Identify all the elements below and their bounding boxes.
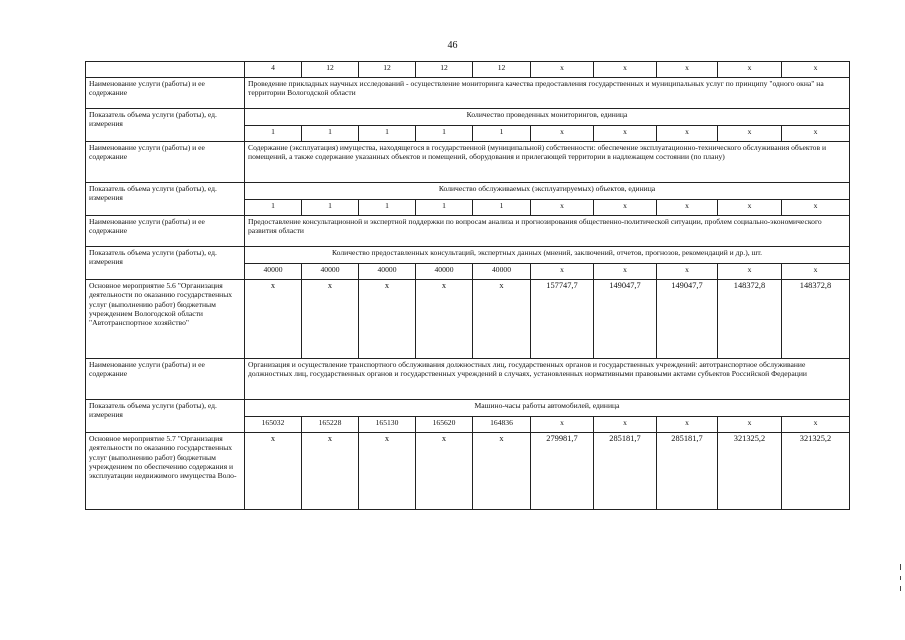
value-cell: 279981,7: [531, 433, 594, 510]
value-cell: 149047,7: [594, 280, 657, 359]
value-cell: х: [302, 280, 359, 359]
indicator-label: Показатель объема услуги (работы), ед. измерения: [86, 400, 245, 433]
indicator-label: Показатель объема услуги (работы), ед. измерения: [86, 109, 245, 142]
table-row: [86, 247, 850, 264]
scan-mark: [900, 586, 901, 591]
value-cell: 12: [416, 62, 473, 78]
value-cell: 12: [359, 62, 416, 78]
indicator-label: Показатель объема услуги (работы), ед. измерения: [86, 247, 245, 280]
value-cell: х: [657, 62, 718, 78]
table-row: [86, 400, 850, 417]
value-cell: х: [718, 200, 782, 216]
indicator-text: Машино-часы работы автомобилей, единица: [245, 400, 850, 417]
service-name-text: Организация и осуществление транспортного обслуживания должностных лиц, государственных органов и государственных учреждений: автотранспортное обслуживание должностных лиц, государственных органов и государственных учреждений в случаях, установленных нормативными правовыми актами субъектов Российской Федерации: [245, 359, 850, 400]
value-cell: 1: [302, 200, 359, 216]
value-cell: 321325,2: [782, 433, 850, 510]
value-cell: 4: [245, 62, 302, 78]
value-cell: х: [657, 417, 718, 433]
value-cell: х: [245, 280, 302, 359]
page-number: 46: [447, 40, 458, 51]
value-cell: 164836: [473, 417, 531, 433]
service-name-text: Содержание (эксплуатация) имущества, находящегося в государственной (муниципальной) собственности: обеспечение эксплуатационно-технического обслуживания объектов и помещений, а также содержание указанных объектов и помещений, оборудования и прилегающей территории в надлежащем состоянии (по плану): [245, 142, 850, 183]
value-cell: 40000: [473, 264, 531, 280]
value-cell: х: [657, 126, 718, 142]
indicator-text: Количество предоставленных консультаций, экспертных данных (мнений, заключений, отчетов, прогнозов, рекомендаций и др.), шт.: [245, 247, 850, 264]
value-cell: х: [782, 417, 850, 433]
table-row: [86, 433, 850, 510]
service-name-text: Проведение прикладных научных исследований - осуществление мониторинга качества предоставления государственных и муниципальных услуг по принципу "одного окна" на территории Вологодской области: [245, 78, 850, 109]
value-cell: х: [359, 280, 416, 359]
value-cell: х: [302, 433, 359, 510]
label-cell-empty: [86, 62, 245, 78]
table-row: [86, 78, 850, 109]
value-cell: х: [531, 126, 594, 142]
value-cell: х: [657, 200, 718, 216]
indicator-text: Количество обслуживаемых (эксплуатируемых) объектов, единица: [245, 183, 850, 200]
value-cell: х: [782, 126, 850, 142]
table-row: [86, 62, 850, 78]
value-cell: х: [718, 417, 782, 433]
value-cell: х: [245, 433, 302, 510]
table-row: [86, 216, 850, 247]
value-cell: 1: [416, 126, 473, 142]
value-cell: 165620: [416, 417, 473, 433]
value-cell: 1: [416, 200, 473, 216]
scan-mark: [900, 564, 901, 570]
value-cell: х: [594, 126, 657, 142]
value-cell: 148372,8: [718, 280, 782, 359]
value-cell: 1: [245, 126, 302, 142]
value-cell: х: [594, 417, 657, 433]
value-cell: х: [782, 200, 850, 216]
value-cell: 149047,7: [657, 280, 718, 359]
value-cell: 1: [473, 126, 531, 142]
value-cell: х: [718, 264, 782, 280]
service-name-label: Наименование услуги (работы) и ее содержание: [86, 78, 245, 109]
event-label: Основное мероприятие 5.6 "Организация деятельности по оказанию государственных услуг (выполнению работ) бюджетным учреждением Вологодской области "Автотранспортное хозяйство": [86, 280, 245, 359]
value-cell: 285181,7: [594, 433, 657, 510]
value-cell: 1: [359, 200, 416, 216]
table-row: [86, 109, 850, 126]
value-cell: х: [473, 433, 531, 510]
value-cell: 40000: [416, 264, 473, 280]
indicator-label: Показатель объема услуги (работы), ед. измерения: [86, 183, 245, 216]
table-row: [86, 142, 850, 183]
value-cell: х: [531, 264, 594, 280]
value-cell: 1: [473, 200, 531, 216]
value-cell: 40000: [245, 264, 302, 280]
value-cell: х: [531, 62, 594, 78]
value-cell: 285181,7: [657, 433, 718, 510]
value-cell: 165228: [302, 417, 359, 433]
value-cell: х: [473, 280, 531, 359]
value-cell: 165032: [245, 417, 302, 433]
value-cell: х: [594, 264, 657, 280]
value-cell: 1: [359, 126, 416, 142]
value-cell: х: [416, 433, 473, 510]
scan-mark: [900, 576, 901, 580]
value-cell: х: [359, 433, 416, 510]
value-cell: 1: [245, 200, 302, 216]
indicator-text: Количество проведенных мониторингов, единица: [245, 109, 850, 126]
value-cell: х: [531, 200, 594, 216]
value-cell: 321325,2: [718, 433, 782, 510]
value-cell: 157747,7: [531, 280, 594, 359]
value-cell: 12: [302, 62, 359, 78]
table-row: [86, 280, 850, 359]
value-cell: х: [718, 62, 782, 78]
event-label: Основное мероприятие 5.7 "Организация деятельности по оказанию государственных услуг (выполнению работ) бюджетным учреждением по обеспечению содержания и эксплуатации недвижимого имущества Воло-: [86, 433, 245, 510]
value-cell: х: [657, 264, 718, 280]
value-cell: 1: [302, 126, 359, 142]
value-cell: 12: [473, 62, 531, 78]
value-cell: 40000: [302, 264, 359, 280]
program-table: [85, 61, 850, 510]
value-cell: х: [782, 264, 850, 280]
value-cell: 148372,8: [782, 280, 850, 359]
value-cell: х: [531, 417, 594, 433]
value-cell: х: [594, 200, 657, 216]
service-name-label: Наименование услуги (работы) и ее содержание: [86, 359, 245, 400]
service-name-label: Наименование услуги (работы) и ее содержание: [86, 216, 245, 247]
table-row: [86, 359, 850, 400]
value-cell: 40000: [359, 264, 416, 280]
value-cell: х: [782, 62, 850, 78]
service-name-label: Наименование услуги (работы) и ее содержание: [86, 142, 245, 183]
value-cell: х: [594, 62, 657, 78]
value-cell: х: [718, 126, 782, 142]
service-name-text: Предоставление консультационной и экспертной поддержки по вопросам анализа и прогнозирования общественно-политической ситуации, проблем социально-экономического развития области: [245, 216, 850, 247]
value-cell: 165130: [359, 417, 416, 433]
table-row: [86, 183, 850, 200]
value-cell: х: [416, 280, 473, 359]
